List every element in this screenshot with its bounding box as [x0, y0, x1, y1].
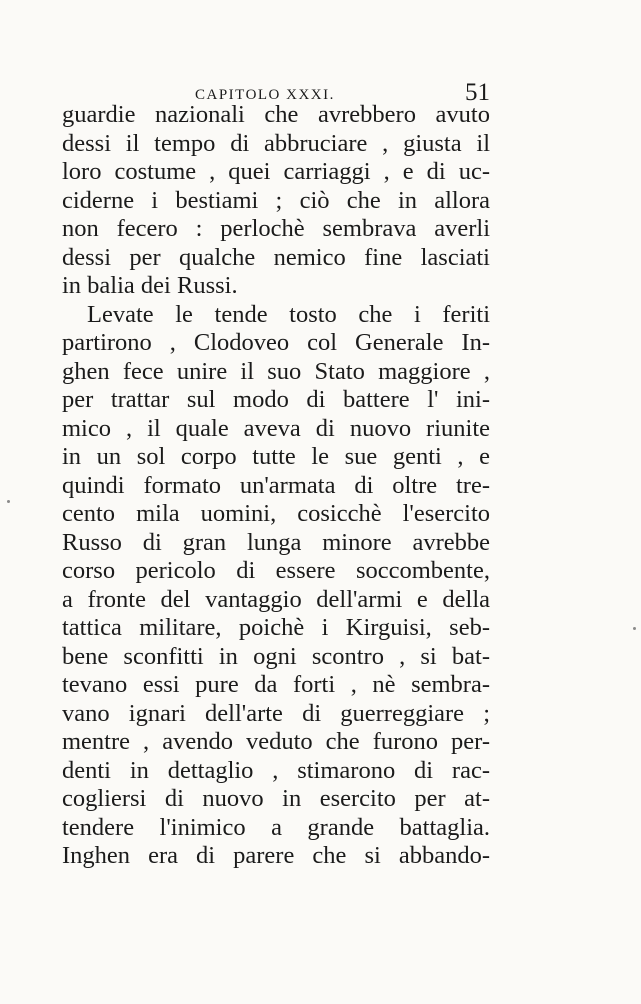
text-line: ciderne i bestiami ; ciò che in allora — [62, 186, 490, 214]
text-line: guardie nazionali che avrebbero avuto — [62, 101, 490, 128]
text-line: bene sconfitti in ogni scontro , si bat- — [62, 642, 490, 670]
text-line: in un sol corpo tutte le sue genti , e — [62, 443, 490, 470]
paper-speck — [633, 627, 636, 630]
text-line: in balia dei Russi. — [62, 272, 238, 299]
chapter-title: CAPITOLO XXXI. — [195, 87, 335, 103]
text-line: non fecero : perlochè sembrava averli — [62, 215, 490, 242]
text-line: corso pericolo di essere soccombente, — [62, 557, 490, 584]
text-line: tevano essi pure da forti , nè sembra- — [62, 671, 490, 698]
text-line: tendere l'inimico a grande battaglia. — [62, 813, 490, 841]
text-line: vano ignari dell'arte di guerreggiare ; — [62, 699, 490, 727]
page-number: 51 — [465, 79, 490, 106]
text-line: a fronte del vantaggio dell'armi e della — [62, 585, 490, 613]
text-line: mentre , avendo veduto che furono per- — [62, 728, 490, 755]
text-line: ghen fece unire il suo Stato maggiore , — [62, 357, 490, 385]
text-line: denti in dettaglio , stimarono di rac- — [62, 756, 490, 784]
text-line: Russo di gran lunga minore avrebbe — [62, 528, 490, 556]
body-text — [62, 101, 490, 871]
text-line: cento mila uomini, cosicchè l'esercito — [62, 500, 490, 527]
text-line: quindi formato un'armata di oltre tre- — [62, 471, 490, 499]
text-line: loro costume , quei carriaggi , e di uc- — [62, 158, 490, 185]
text-line: dessi il tempo di abbruciare , giusta il — [62, 129, 490, 157]
text-line: partirono , Clodoveo col Generale In- — [62, 329, 490, 356]
text-line: per trattar sul modo di battere l' ini- — [62, 386, 490, 413]
text-line: cogliersi di nuovo in esercito per at- — [62, 785, 490, 812]
text-line: mico , il quale aveva di nuovo riunite — [62, 414, 490, 442]
text-line: Inghen era di parere che si abbando- — [62, 842, 490, 869]
paper-speck — [7, 500, 10, 503]
text-line: Levate le tende tosto che i feriti — [87, 300, 490, 328]
text-line: dessi per qualche nemico fine lasciati — [62, 243, 490, 271]
text-line: tattica militare, poichè i Kirguisi, seb- — [62, 614, 490, 641]
